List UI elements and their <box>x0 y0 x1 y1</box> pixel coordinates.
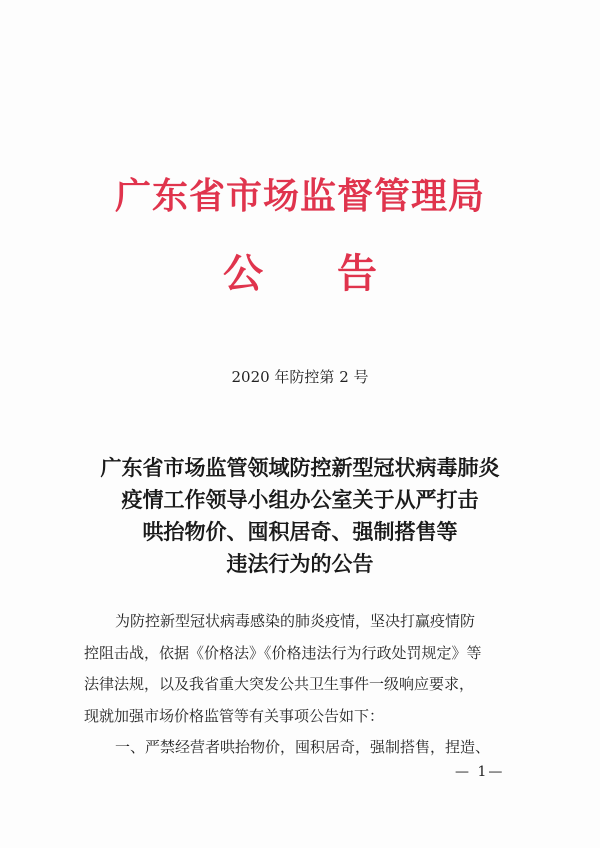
body-line: 一、严禁经营者哄抬物价，囤积居奇，强制搭售，捏造、 <box>115 738 491 756</box>
document-number: 2020 年防控第 2 号 <box>231 368 369 386</box>
document-body <box>84 606 526 764</box>
title-line: 广东省市场监管领域防控新型冠状病毒肺炎 <box>100 455 500 480</box>
document-type-char-2: 告 <box>337 250 377 297</box>
title-line: 疫情工作领导小组办公室关于从严打击 <box>121 487 479 512</box>
body-line: 现就加强市场价格监管等有关事项公告如下： <box>84 706 385 725</box>
title-line: 违法行为的公告 <box>226 551 374 576</box>
body-line: 控阻击战，依据《价格法》《价格违法行为行政处罚规定》等 <box>84 643 482 662</box>
page-number: — 1— <box>455 764 505 780</box>
document-type-char-1: 公 <box>223 250 263 297</box>
title-line: 哄抬物价、囤积居奇、强制搭售等 <box>142 519 458 544</box>
document-title <box>60 452 540 580</box>
document-type <box>0 242 600 299</box>
body-line: 法律法规，以及我省重大突发公共卫生事件一级响应要求， <box>84 675 475 693</box>
body-line: 为防控新型冠状病毒感染的肺炎疫情，坚决打赢疫情防 <box>115 612 476 630</box>
issuer-header: 广东省市场监督管理局 <box>114 175 485 217</box>
